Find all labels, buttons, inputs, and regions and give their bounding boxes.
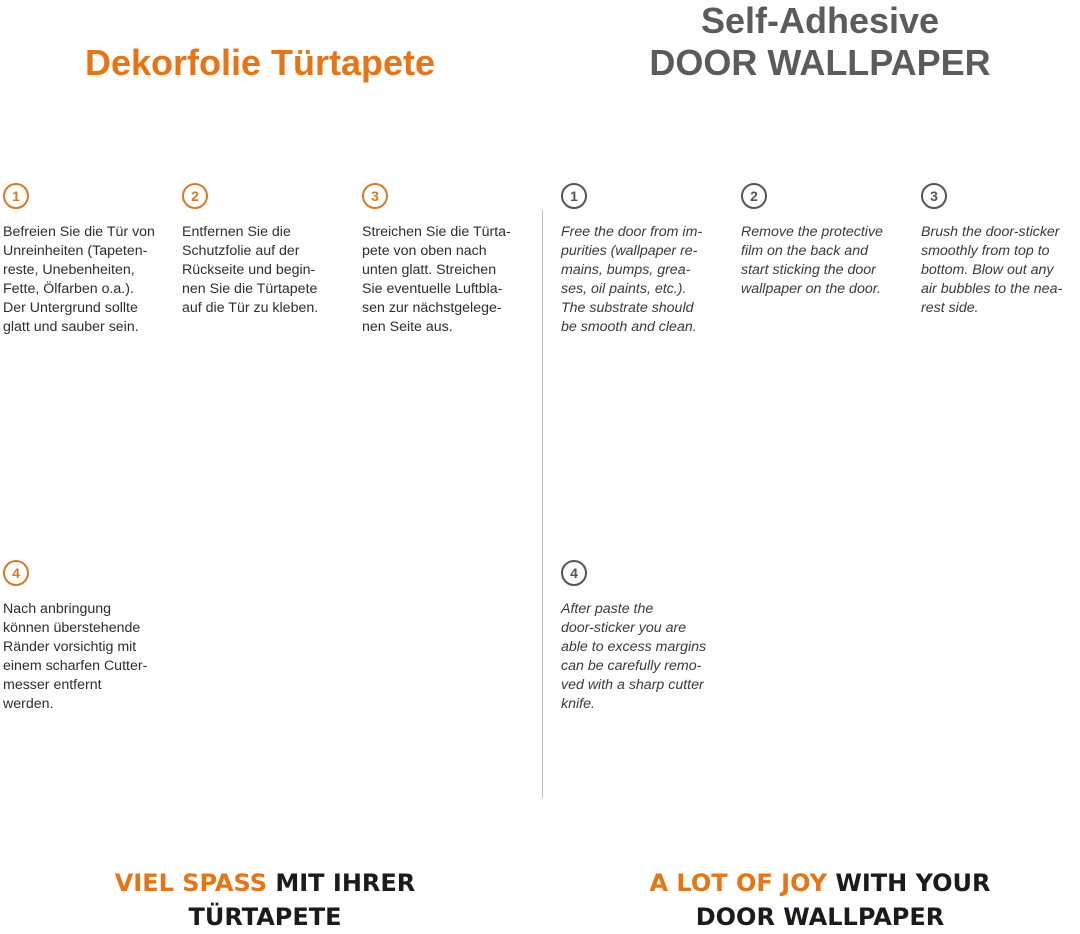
footer-english [600, 866, 1040, 934]
footer-german-line2: TÜRTAPETE [188, 903, 342, 931]
step-de-2 [182, 183, 352, 318]
footer-english-line1 [600, 866, 1040, 900]
step-text: Entfernen Sie die Schutzfolie auf der Rückseite und begin- nen Sie die Türtapete auf die Tür zu kleben. [182, 224, 319, 316]
footer-highlight: VIEL SPASS [114, 869, 267, 897]
step-number-badge: 4 [561, 560, 587, 586]
step-en-3 [921, 183, 1079, 318]
footer-german-line1 [40, 866, 490, 900]
step-number-badge: 1 [561, 183, 587, 209]
step-number-badge: 2 [741, 183, 767, 209]
step-number-badge: 3 [362, 183, 388, 209]
step-en-1 [561, 183, 731, 337]
step-number-badge: 1 [3, 183, 29, 209]
footer-text: WITH YOUR [835, 869, 991, 897]
step-text: Nach anbringung können überstehende Ränder vorsichtig mit einem scharfen Cutter- messer entfernt werden. [3, 601, 148, 712]
step-text: Brush the door-sticker smoothly from top to bottom. Blow out any air bubbles to the nea- rest side. [921, 224, 1063, 316]
step-text: Befreien Sie die Tür von Unreinheiten (Tapeten- reste, Unebenheiten, Fette, Ölfarben o.a.). Der Untergrund sollte glatt und sauber sein. [3, 224, 155, 335]
step-de-1 [3, 183, 173, 337]
step-number-badge: 4 [3, 560, 29, 586]
step-en-2 [741, 183, 911, 299]
step-number-badge: 2 [182, 183, 208, 209]
title-english [590, 0, 1050, 84]
step-text: Streichen Sie die Türta- pete von oben nach unten glatt. Streichen Sie eventuelle Luftbla- sen zur nächstgelege- nen Seite aus. [362, 224, 511, 335]
column-divider [542, 210, 543, 798]
title-english-line2: DOOR WALLPAPER [649, 42, 991, 83]
step-de-3 [362, 183, 532, 337]
footer-english-line2: DOOR WALLPAPER [695, 903, 945, 931]
step-text: Remove the protective film on the back and start sticking the door wallpaper on the door. [741, 224, 883, 297]
step-de-4 [3, 560, 173, 714]
step-number-badge: 3 [921, 183, 947, 209]
step-en-4 [561, 560, 731, 714]
footer-german [40, 866, 490, 934]
step-text: After paste the door-sticker you are able to excess margins can be carefully remo- ved with a sharp cutter knife. [561, 601, 707, 712]
footer-text: MIT IHRER [275, 869, 416, 897]
title-english-line1: Self-Adhesive [700, 0, 940, 41]
step-text: Free the door from im- purities (wallpaper re- mains, bumps, grea- ses, oil paints, etc.). The substrate should be smooth and clean. [561, 224, 703, 335]
title-german: Dekorfolie Türtapete [84, 42, 436, 83]
footer-highlight: A LOT OF JOY [649, 869, 828, 897]
